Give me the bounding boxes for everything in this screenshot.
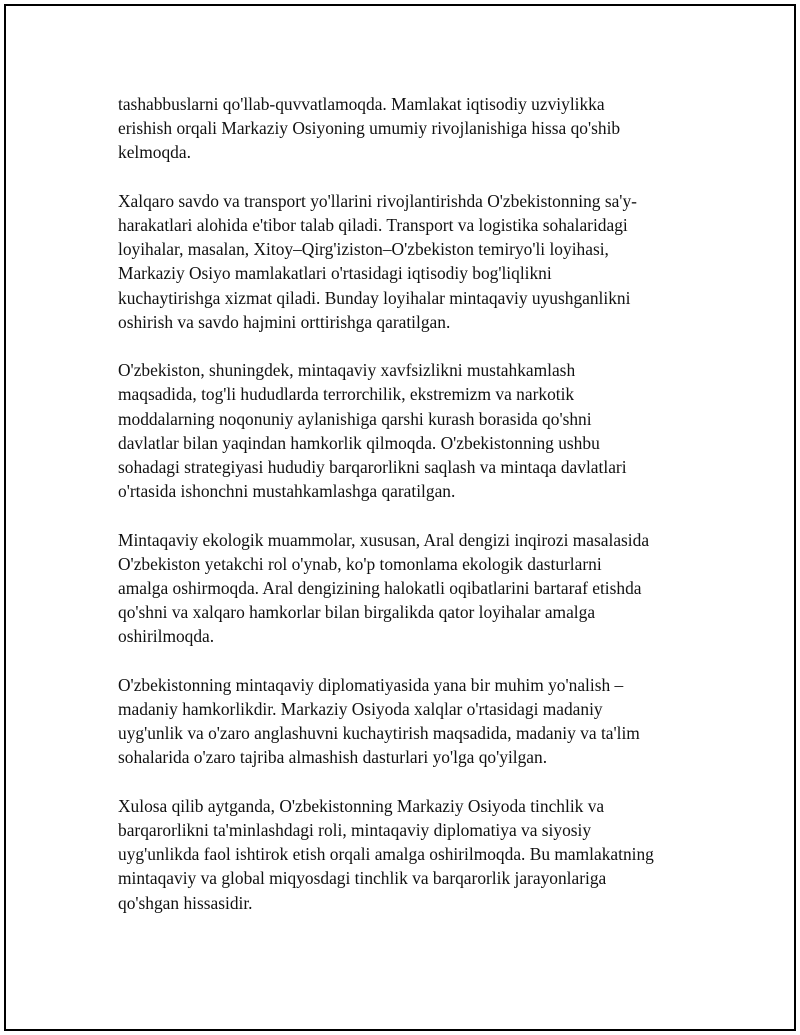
paragraph-regional-security: O'zbekiston, shuningdek, mintaqaviy xavfsizlikni mustahkamlash maqsadida, tog'li hududlarda terrorchilik, ekstremizm va narkotik moddalarning noqonuniy aylanishiga qarshi kurash borasida qo'shni davlatlar bilan yaqindan hamkorlik qilmoqda. O'zbekistonning ushbu sohadagi strategiyasi hududiy barqarorlikni saqlash va mintaqa davlatlari o'rtasida ishonchni mustahkamlashga qaratilgan. xyxy=(118,360,627,502)
document-body xyxy=(118,92,698,939)
paragraph-cultural-cooperation: O'zbekistonning mintaqaviy diplomatiyasida yana bir muhim yo'nalish – madaniy hamkorlikdir. Markaziy Osiyoda xalqlar o'rtasidagi madaniy uyg'unlik va o'zaro anglashuvni kuchaytirish maqsadida, madaniy va ta'lim sohalarida o'zaro tajriba almashish dasturlari yo'lga qo'yilgan. xyxy=(118,674,640,768)
paragraph-conclusion: Xulosa qilib aytganda, O'zbekistonning Markaziy Osiyoda tinchlik va barqarorlikni ta'minlashdagi roli, mintaqaviy diplomatiya va siyosiy uyg'unlikda faol ishtirok etish orqali amalga oshirilmoqda. Bu mamlakatning mintaqaviy va global miqyosdagi tinchlik va barqarorlik jarayonlariga qo'shgan hissasidir. xyxy=(118,795,654,913)
paragraph-continuation: tashabbuslarni qo'llab-quvvatlamoqda. Mamlakat iqtisodiy uzviylikka erishish orqali Markaziy Osiyoning umumiy rivojlanishiga hissa qo'shib kelmoqda. xyxy=(118,94,621,163)
paragraph-trade-transport: Xalqaro savdo va transport yo'llarini rivojlantirishda O'zbekistonning sa'y- harakatlari alohida e'tibor talab qiladi. Transport va logistika sohalaridagi loyihalar, masalan, Xitoy–Qirg'iziston–O'zbekiston temiryo'li loyihasi, Markaziy Osiyo mamlakatlari o'rtasidagi iqtisodiy bog'liqlikni kuchaytirishga xizmat qiladi. Bunday loyihalar mintaqaviy uyushganlikni oshirish va savdo hajmini orttirishga qaratilgan. xyxy=(118,190,637,332)
paragraph-ecology: Mintaqaviy ekologik muammolar, xususan, Aral dengizi inqirozi masalasida O'zbekiston yetakchi rol o'ynab, ko'p tomonlama ekologik dasturlarni amalga oshirmoqda. Aral dengizining halokatli oqibatlarini bartaraf etishda qo'shni va xalqaro hamkorlar bilan birgalikda qator loyihalar amalga oshirilmoqda. xyxy=(118,529,650,647)
